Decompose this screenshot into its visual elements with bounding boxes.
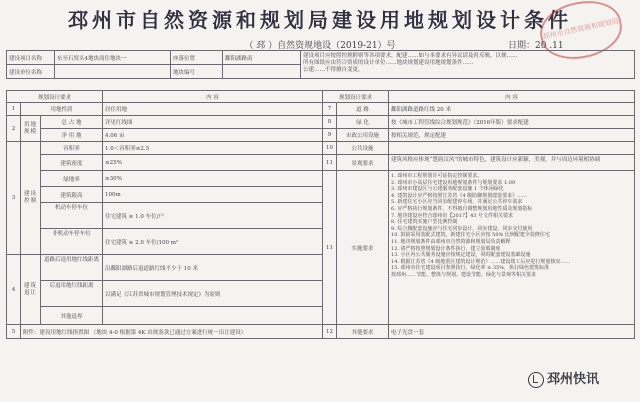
row-no-2: 10 (323, 142, 337, 155)
impl-line: 9. 综合楼配套设施应与住宅同步设计、同步建设、同步交付使用 (391, 225, 533, 232)
row-value: 以满足《江苏省城市规划管理技术规定》为原则 (103, 281, 323, 307)
row-no-2: 11 (323, 155, 337, 171)
impl-line: 2. 邳州市小高层住宅建设用地规划条件与规划要求 1.09 (391, 179, 516, 186)
value-owner (55, 65, 171, 79)
document-date: 日期：20 .11 (508, 41, 564, 51)
row-no: 2 (7, 116, 21, 142)
value-land-no (223, 65, 301, 79)
impl-line: 12. 请严格按照规划设计条件执行，建立验收制度 (391, 245, 501, 252)
row-no-2: 9 (323, 129, 337, 142)
row-item-2: 景观要求 (337, 155, 389, 171)
news-logo-icon (528, 372, 544, 388)
value-project-name: 东至石窝头4地块商住地块一 (55, 51, 171, 65)
impl-line: 8. 住宅建筑实施户型比例控制 (391, 219, 458, 226)
row-item-2: 公共设施 (337, 142, 389, 155)
impl-line: 4. 建筑设计应严格按照江苏省《4 级防御规划建设要求》…… (391, 192, 528, 199)
row-item-2: 道 路 (337, 103, 389, 116)
row-no: 3 (7, 142, 21, 255)
row-value-2: 电子光盘一套 (389, 325, 635, 339)
impl-line: 6. 应严格执行规划条件，不得擅自调整规划用地性质及规划指标 (391, 205, 533, 212)
row-no-2: 8 (323, 116, 337, 129)
conditions-table (6, 90, 635, 339)
label-land-no: 地块编号 (171, 65, 223, 79)
header-content-2: 内 容 (389, 91, 635, 103)
impl-line: 15. 邳州市住宅建设项目参照执行，绿化率 ≥ 35%，执行绿色建筑标准 (391, 265, 550, 272)
value-location: 鄱阳湖路南 (223, 51, 301, 65)
row-no: 4 (7, 255, 21, 325)
notes-cell (301, 51, 635, 79)
row-value: 沿鄱阳湖路后退道路红线不少于 10 米 (103, 255, 323, 281)
impl-line: 11. 地块规划条件由邳州市自然资源和规划局负责解释 (391, 238, 511, 245)
label-location: 座落位置 (171, 51, 223, 65)
project-info-table (6, 50, 635, 79)
impl-line: 14. 根据江苏省《4 级地震区建筑设计规范》……建设竣工后应进行规划核实…… (391, 258, 571, 265)
row-item: 机动车停车位 (41, 203, 103, 229)
row-item: 净 用 地 (41, 129, 103, 142)
row-item: 道路后退用地红线距离 (41, 255, 103, 281)
document-number: （ 邳 ）自然资规地设（2019-21）号 (244, 41, 396, 51)
label-owner: 建设单位名称 (7, 65, 55, 79)
row-no-2: 7 (323, 103, 337, 116)
label-project-name: 建设项目名称 (7, 51, 55, 65)
row-item: 非机动车停车位 (41, 229, 103, 255)
note-line: 公建……不得擅自变更。 (303, 67, 364, 74)
row-item: 建筑限高 (41, 187, 103, 203)
row-item-2: 市政公用设施 (337, 129, 389, 142)
row-value: ≤25% (103, 155, 323, 171)
group-build-control: 建设控制 (21, 142, 41, 255)
row-value (103, 307, 323, 325)
row-value-2: 按《城市工程管线综合规划规范》（2016年版）要求配建 (389, 116, 635, 129)
impl-no: 11 (323, 171, 337, 325)
document-title: 邳州市自然资源和规划局建设用地规划设计条件 (68, 8, 572, 32)
row-item-2: 其他要求 (337, 325, 389, 339)
impl-line: 5. 新建住宅小区应当同步配建停车场，并满足公共停车需求 (391, 199, 523, 206)
row-no: 1 (7, 103, 21, 116)
impl-line: 按邳州……节能、整体与规划、建设节能、绿化与景观等相关要求 (391, 271, 537, 278)
row-value: 居住用地 (103, 103, 323, 116)
row-item-2: 绿 化 (337, 116, 389, 129)
row-value-2 (389, 142, 635, 155)
impl-content (389, 171, 635, 325)
header-content: 内 容 (103, 91, 323, 103)
row-value: 详见红线图 (103, 116, 323, 129)
impl-line: 13. 小区内公共服务设施应按规定建设，同时配套建设基础设施 (391, 252, 531, 259)
row-value: 住宅建筑 ≥ 1.0 车位/户 (103, 203, 323, 229)
row-item: 建筑密度 (41, 155, 103, 171)
impl-line: 3. 邳州市建设区与公建服务配套设施 1 个休闲绿化 (391, 186, 504, 193)
row-item: 总 占 地 (41, 116, 103, 129)
impl-line: 10. 鼓励采用装配式建筑，新建住宅小区应按 50% 比例配建全装修住宅 (391, 232, 550, 239)
header-item-2: 规划设计要求 (323, 91, 389, 103)
row-value: 附件：建设用地红线指置图 （地块 4-0 根据第 4K 出规条款已通过方案进行统一出让建设） (21, 325, 323, 339)
header-item: 规划设计要求 (7, 91, 103, 103)
row-item: 容积率 (41, 142, 103, 155)
row-value: 100m (103, 187, 323, 203)
group-land-scale: 用地规模 (21, 116, 41, 142)
row-value-2: 按相关规范，规定配建 (389, 129, 635, 142)
row-no: 5 (7, 325, 21, 339)
impl-label: 实施要求 (337, 171, 389, 325)
group-retreat: 建筑退让 (21, 255, 41, 325)
row-item: 绿地率 (41, 171, 103, 187)
row-value: ≥30% (103, 171, 323, 187)
note-line: 所有图纸应由符合资质的设计单位……地块规划建设用地规划条件…… (303, 60, 474, 67)
row-no-2: 12 (323, 325, 337, 339)
row-value: 住宅建筑 ≥ 2.0 车位/100 m² (103, 229, 323, 255)
impl-line: 1. 邳州市工程规划许可证指定控制要求。 (391, 173, 483, 179)
row-value: 4.06 亩 (103, 129, 323, 142)
row-item: 其他退界 (41, 307, 103, 325)
watermark (528, 368, 599, 388)
note-line: 建设项目应按照控规附则等各项要求，配建……如与本要求有异议请及时反映，以便…… (303, 53, 518, 59)
row-value: 1.0＜容积率≤2.5 (103, 142, 323, 155)
row-item: 后退用地红线距离 (41, 281, 103, 307)
row-value-2: 建筑风格应体现“楚韵汉风”的城市特色，建筑设计应新颖、美观，并与周边环境相协调 (389, 155, 635, 171)
row-value-2: 鄱阳湖路道路红线 20 米 (389, 103, 635, 116)
row-item: 用地性质 (21, 103, 103, 116)
impl-line: 7. 地块建设应符合邳州市【2017】43 号文件相关要求 (391, 212, 514, 219)
seal-text: 邳州市自然资源和规划局 (542, 17, 620, 41)
watermark-text: 邳州快讯 (547, 372, 600, 387)
